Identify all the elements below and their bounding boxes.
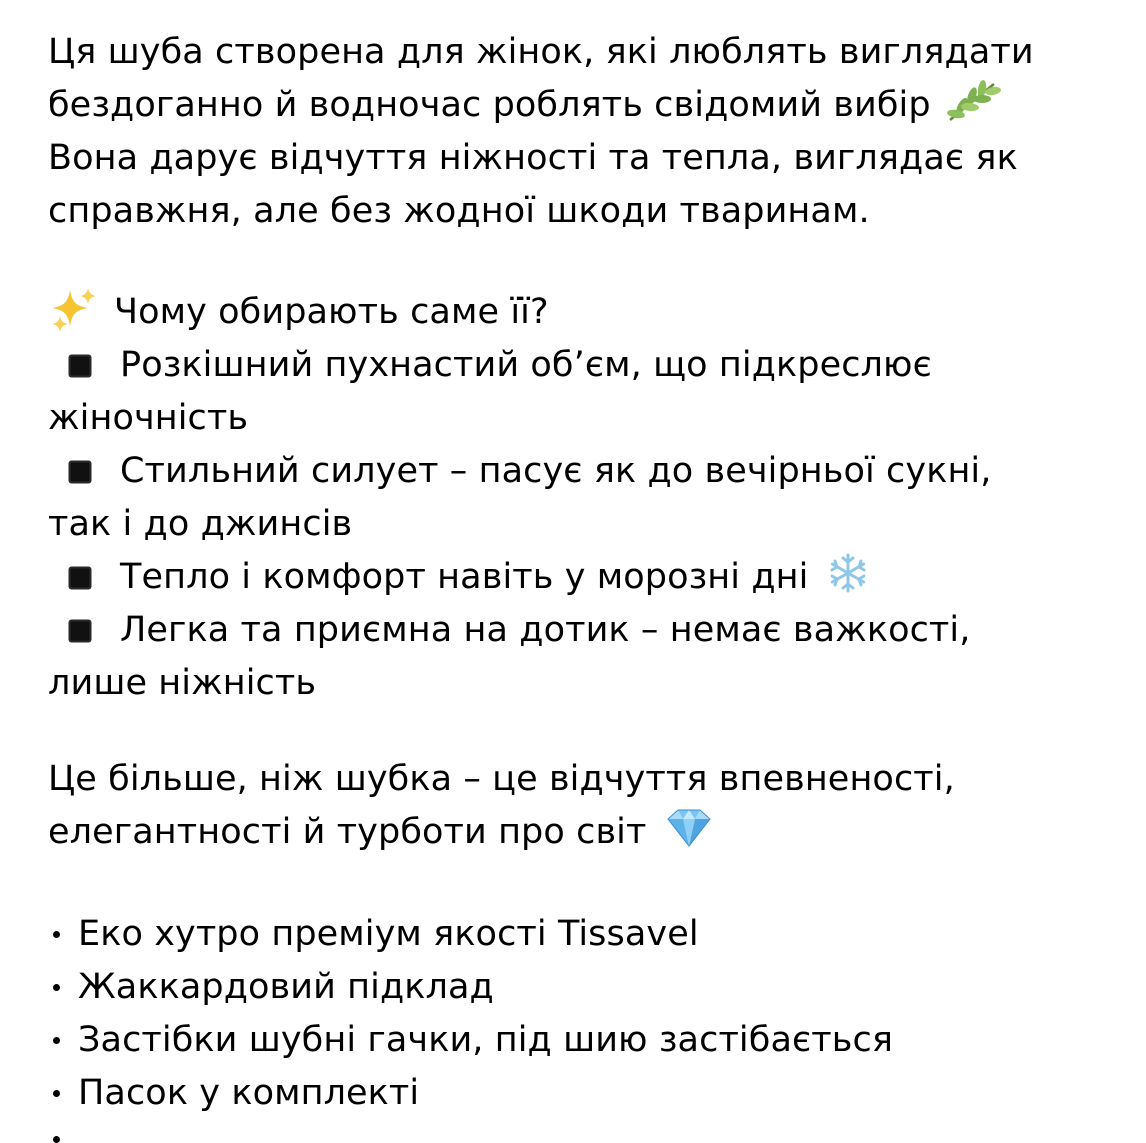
specs-list <box>48 908 1116 1120</box>
snowflake-icon <box>820 552 876 594</box>
intro-line-2-text: бездоганно й водночас роблять свідомий вибір <box>48 85 931 125</box>
closing-paragraph <box>48 753 1116 859</box>
intro-line-4: справжня, але без жодної шкоди тваринам. <box>48 191 870 231</box>
why-list <box>48 339 1116 710</box>
why-heading-text: Чому обирають саме її? <box>114 292 549 332</box>
why-item-line: так і до джинсів <box>48 504 353 544</box>
why-item-line: Тепло і комфорт навіть у морозні дні <box>120 557 809 597</box>
why-heading <box>48 286 1116 339</box>
why-item-line: Розкішний пухнастий об’єм, що підкреслює <box>120 345 932 385</box>
spec-item <box>48 1014 1116 1067</box>
gem-icon <box>658 807 720 849</box>
spec-item-text: Застібки шубні гачки, під шию застібається <box>78 1020 894 1060</box>
why-item-line: лише ніжність <box>48 663 317 703</box>
why-item <box>48 551 1116 604</box>
bullet-dot <box>53 1037 60 1044</box>
spec-item <box>48 1067 1116 1120</box>
intro-paragraph <box>48 26 1116 238</box>
bullet-dot <box>53 1136 60 1143</box>
closing-line-2 <box>48 806 1116 859</box>
cut-off-line <box>48 1128 78 1143</box>
why-item <box>48 604 1116 710</box>
black-square-icon <box>68 566 92 590</box>
bullet-dot <box>53 984 60 991</box>
spec-item <box>48 908 1116 961</box>
bullet-dot <box>53 1090 60 1097</box>
why-item-line: Стильний силует – пасує як до вечірньої сукні, <box>120 451 992 491</box>
black-square-icon <box>68 619 92 643</box>
spec-item-text: Жаккардовий підклад <box>78 967 494 1007</box>
black-square-icon <box>68 460 92 484</box>
why-item <box>48 445 1116 551</box>
spec-item-text: Еко хутро преміум якості Tissavel <box>78 914 699 954</box>
spec-item <box>48 961 1116 1014</box>
bullet-dot <box>53 931 60 938</box>
intro-line-2 <box>48 79 1116 132</box>
black-square-icon <box>68 354 92 378</box>
herb-icon <box>942 80 1004 122</box>
closing-line-1: Це більше, ніж шубка – це відчуття впевненості, <box>48 759 955 799</box>
why-item <box>48 339 1116 445</box>
closing-line-2-text: елегантності й турботи про світ <box>48 812 647 852</box>
why-item-line: жіночність <box>48 398 249 438</box>
spec-item-text: Пасок у комплекті <box>78 1073 420 1113</box>
intro-line-1: Ця шуба створена для жінок, які люблять виглядати <box>48 32 1034 72</box>
intro-line-3: Вона дарує відчуття ніжності та тепла, виглядає як <box>48 138 1018 178</box>
sparkles-icon <box>48 286 100 332</box>
why-item-line: Легка та приємна на дотик – немає важкості, <box>120 610 971 650</box>
